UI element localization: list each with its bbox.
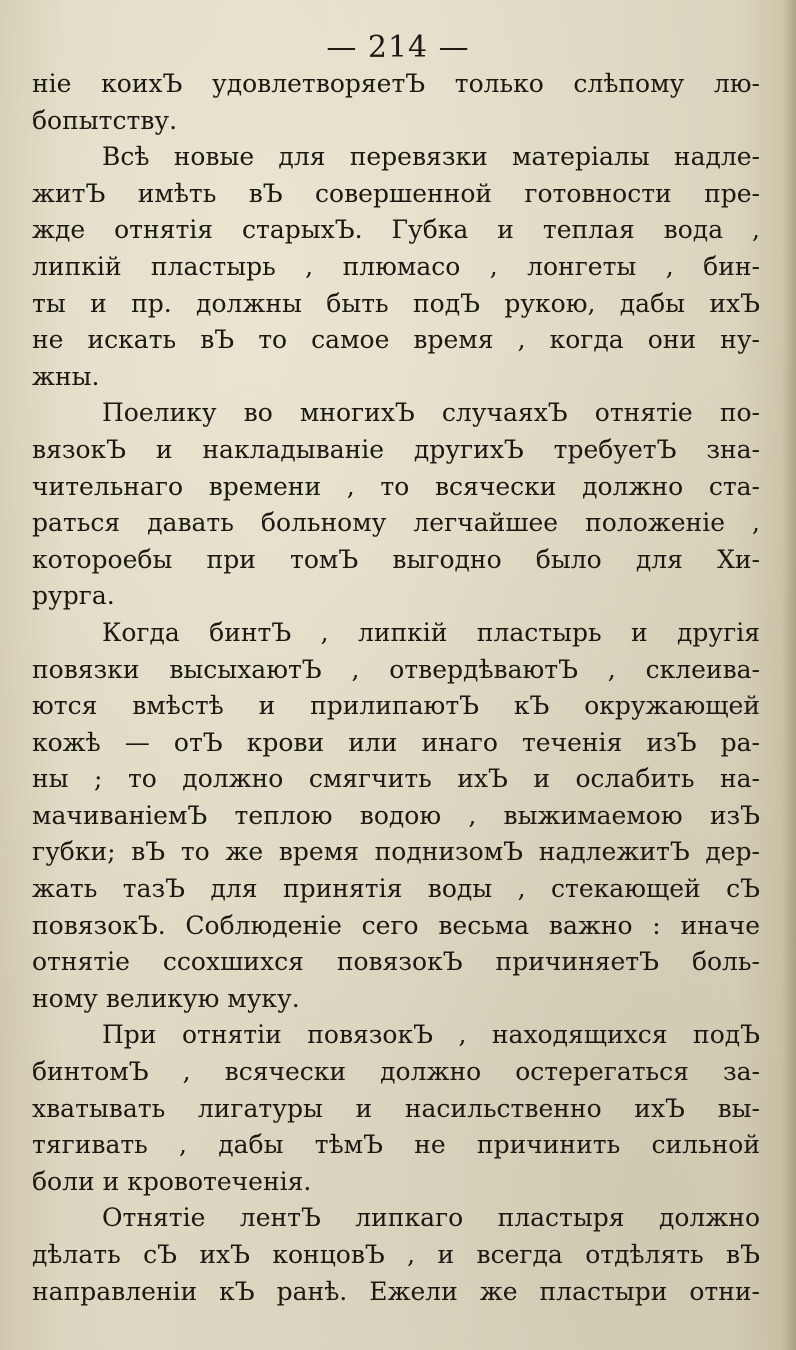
page-edge-shadow xyxy=(782,0,796,1350)
text-line: жны. xyxy=(32,361,100,391)
text-line: отнятіе ссохшихся повязокЪ причиняетЪ боль- xyxy=(32,947,760,977)
text-line: Отнятіе лентЪ липкаго пластыря должно xyxy=(102,1203,760,1233)
text-line: чительнаго времени , то всячески должно ста- xyxy=(32,471,760,501)
text-line: раться давать больному легчайшее положеніе , xyxy=(32,508,760,538)
text-line: котороебы при томЪ выгодно было для Хи- xyxy=(32,544,760,574)
text-line: повязокЪ. Соблюденіе сего весьма важно : иначе xyxy=(32,910,760,940)
text-line: бинтомЪ , всячески должно остерегаться за- xyxy=(32,1057,760,1087)
text-line: При отнятіи повязокЪ , находящихся подЪ xyxy=(102,1020,760,1050)
text-line: вязокЪ и накладываніе другихЪ требуетЪ зна- xyxy=(32,434,760,464)
text-line: рурга. xyxy=(32,581,115,611)
text-line: боли и кровотеченія. xyxy=(32,1166,312,1196)
text-line: не искать вЪ то самое время , когда они ну- xyxy=(32,325,760,355)
text-line: липкій пластырь , плюмасо , лонгеты , бин- xyxy=(32,251,760,281)
text-line: ніе коихЪ удовлетворяетЪ только слѣпому лю- xyxy=(32,69,760,98)
text-line: ты и пр. должны быть подЪ рукою, дабы ихЪ xyxy=(32,288,760,318)
text-line: губки; вЪ то же время поднизомЪ надлежитЪ дер- xyxy=(32,837,760,867)
text-line: дѣлать сЪ ихЪ концовЪ , и всегда отдѣлять вЪ xyxy=(32,1240,760,1269)
text-line: мачиваніемЪ теплою водою , выжимаемою изЪ xyxy=(32,800,760,830)
text-line: направленіи кЪ ранѣ. Ежели же пластыри отни- xyxy=(32,1276,760,1306)
text-line: ному великую муку. xyxy=(32,983,300,1013)
text-line: повязки высыхаютЪ , отвердѣваютЪ , склеива- xyxy=(32,654,760,684)
text-line: ны ; то должно смягчить ихЪ и ослабить на- xyxy=(32,764,760,794)
body-text xyxy=(32,66,760,1310)
text-line: тягивать , дабы тѣмЪ не причинить сильной xyxy=(32,1130,760,1160)
text-line: Когда бинтЪ , липкій пластырь и другія xyxy=(102,617,760,647)
text-line: жать тазЪ для принятія воды , стекающей сЪ xyxy=(32,874,760,904)
text-line: хватывать лигатуры и насильственно ихЪ вы- xyxy=(32,1093,760,1123)
text-line: бопытству. xyxy=(32,105,178,135)
text-line: Поелику во многихЪ случаяхЪ отнятіе по- xyxy=(102,398,760,428)
text-line: жде отнятія старыхЪ. Губка и теплая вода , xyxy=(32,215,760,245)
text-line: кожѣ — отЪ крови или инаго теченія изЪ ра- xyxy=(32,727,760,757)
text-line: Всѣ новые для перевязки матеріалы надле- xyxy=(102,142,760,172)
text-line: ются вмѣстѣ и прилипаютЪ кЪ окружающей xyxy=(32,691,760,721)
text-line: житЪ имѣть вЪ совершенной готовности пре- xyxy=(32,178,760,208)
page-number: — 214 — xyxy=(326,30,470,65)
